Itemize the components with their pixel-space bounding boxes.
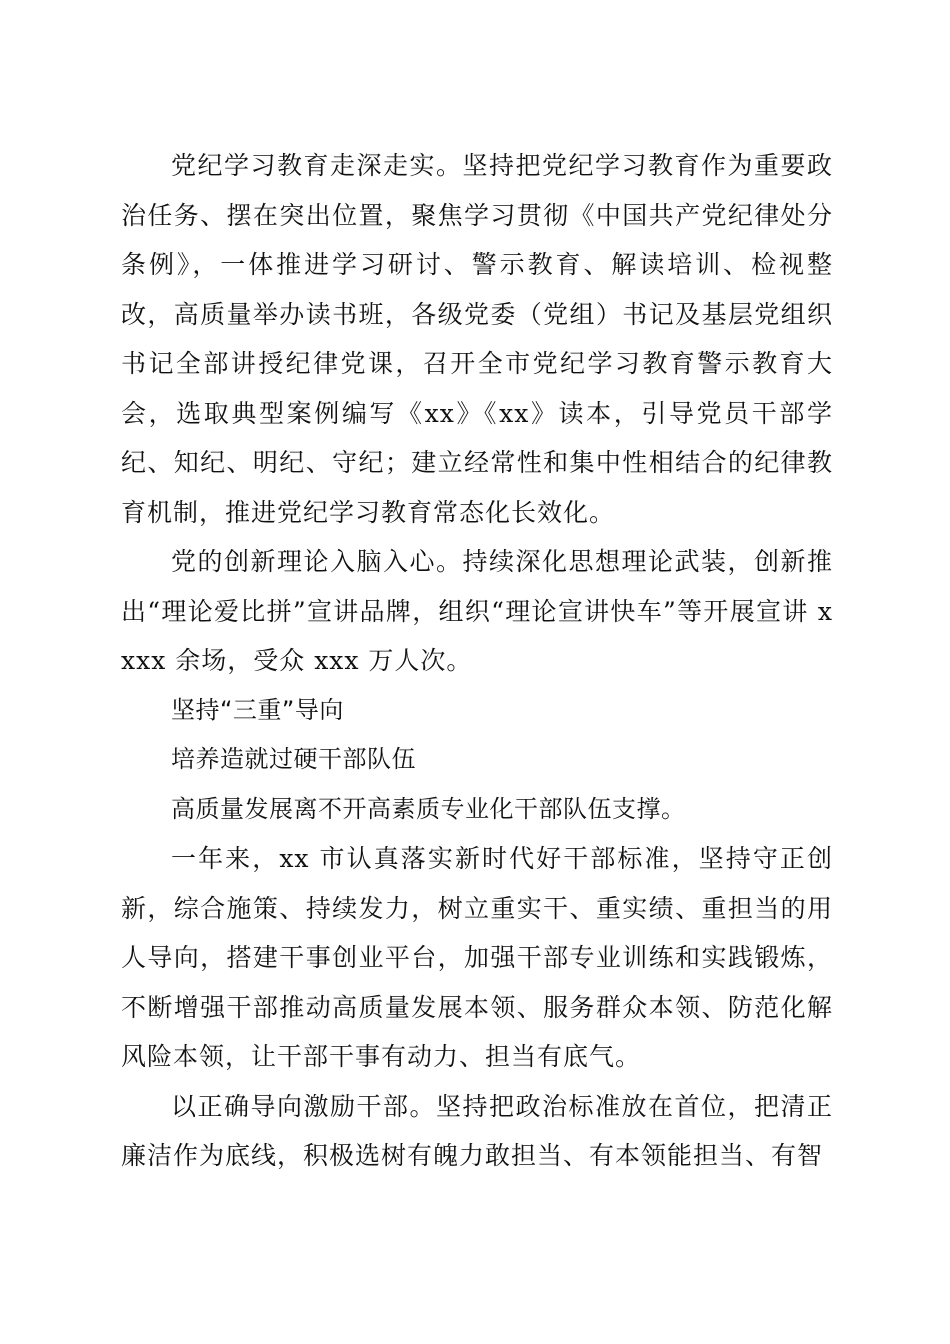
- section-heading-orientation: 坚持“三重”导向: [171, 695, 344, 724]
- section-heading-cadre-team: 培养造就过硬干部队伍: [171, 745, 416, 773]
- section-heading-development: 高质量发展离不开高素质专业化干部队伍支撑。: [171, 794, 686, 823]
- paragraph-innovative-theory: 党的创新理论入脑入心。持续深化思想理论武装，创新推出“理论爱比拼”宣讲品牌，组织“理论宣讲快车”等开展宣讲 xxxx 余场，受众 xxx 万人次。: [121, 547, 833, 675]
- paragraph-party-discipline-education: 党纪学习教育走深走实。坚持把党纪学习教育作为重要政治任务、摆在突出位置，聚焦学习贯彻《中国共产党纪律处分条例》，一体推进学习研讨、警示教育、解读培训、检视整改，高质量举办读书班，各级党委（党组）书记及基层党组织书记全部讲授纪律党课，召开全市党纪学习教育警示教育大会，选取典型案例编写《xx》《xx》读本，引导党员干部学纪、知纪、明纪、守纪；建立经常性和集中性相结合的纪律教育机制，推进党纪学习教育常态化长效化。: [121, 151, 833, 527]
- paragraph-year-review: 一年来，xx 市认真落实新时代好干部标准，坚持守正创新，综合施策、持续发力，树立重实干、重实绩、重担当的用人导向，搭建干事创业平台，加强干部专业训练和实践锻炼，不断增强干部推动高质量发展本领、服务群众本领、防范化解风险本领，让干部干事有动力、担当有底气。: [121, 844, 833, 1071]
- document-body: [121, 141, 833, 1181]
- paragraph-motivate-cadres: 以正确导向激励干部。坚持把政治标准放在首位，把清正廉洁作为底线，积极选树有魄力敢担当、有本领能担当、有智: [121, 1091, 833, 1170]
